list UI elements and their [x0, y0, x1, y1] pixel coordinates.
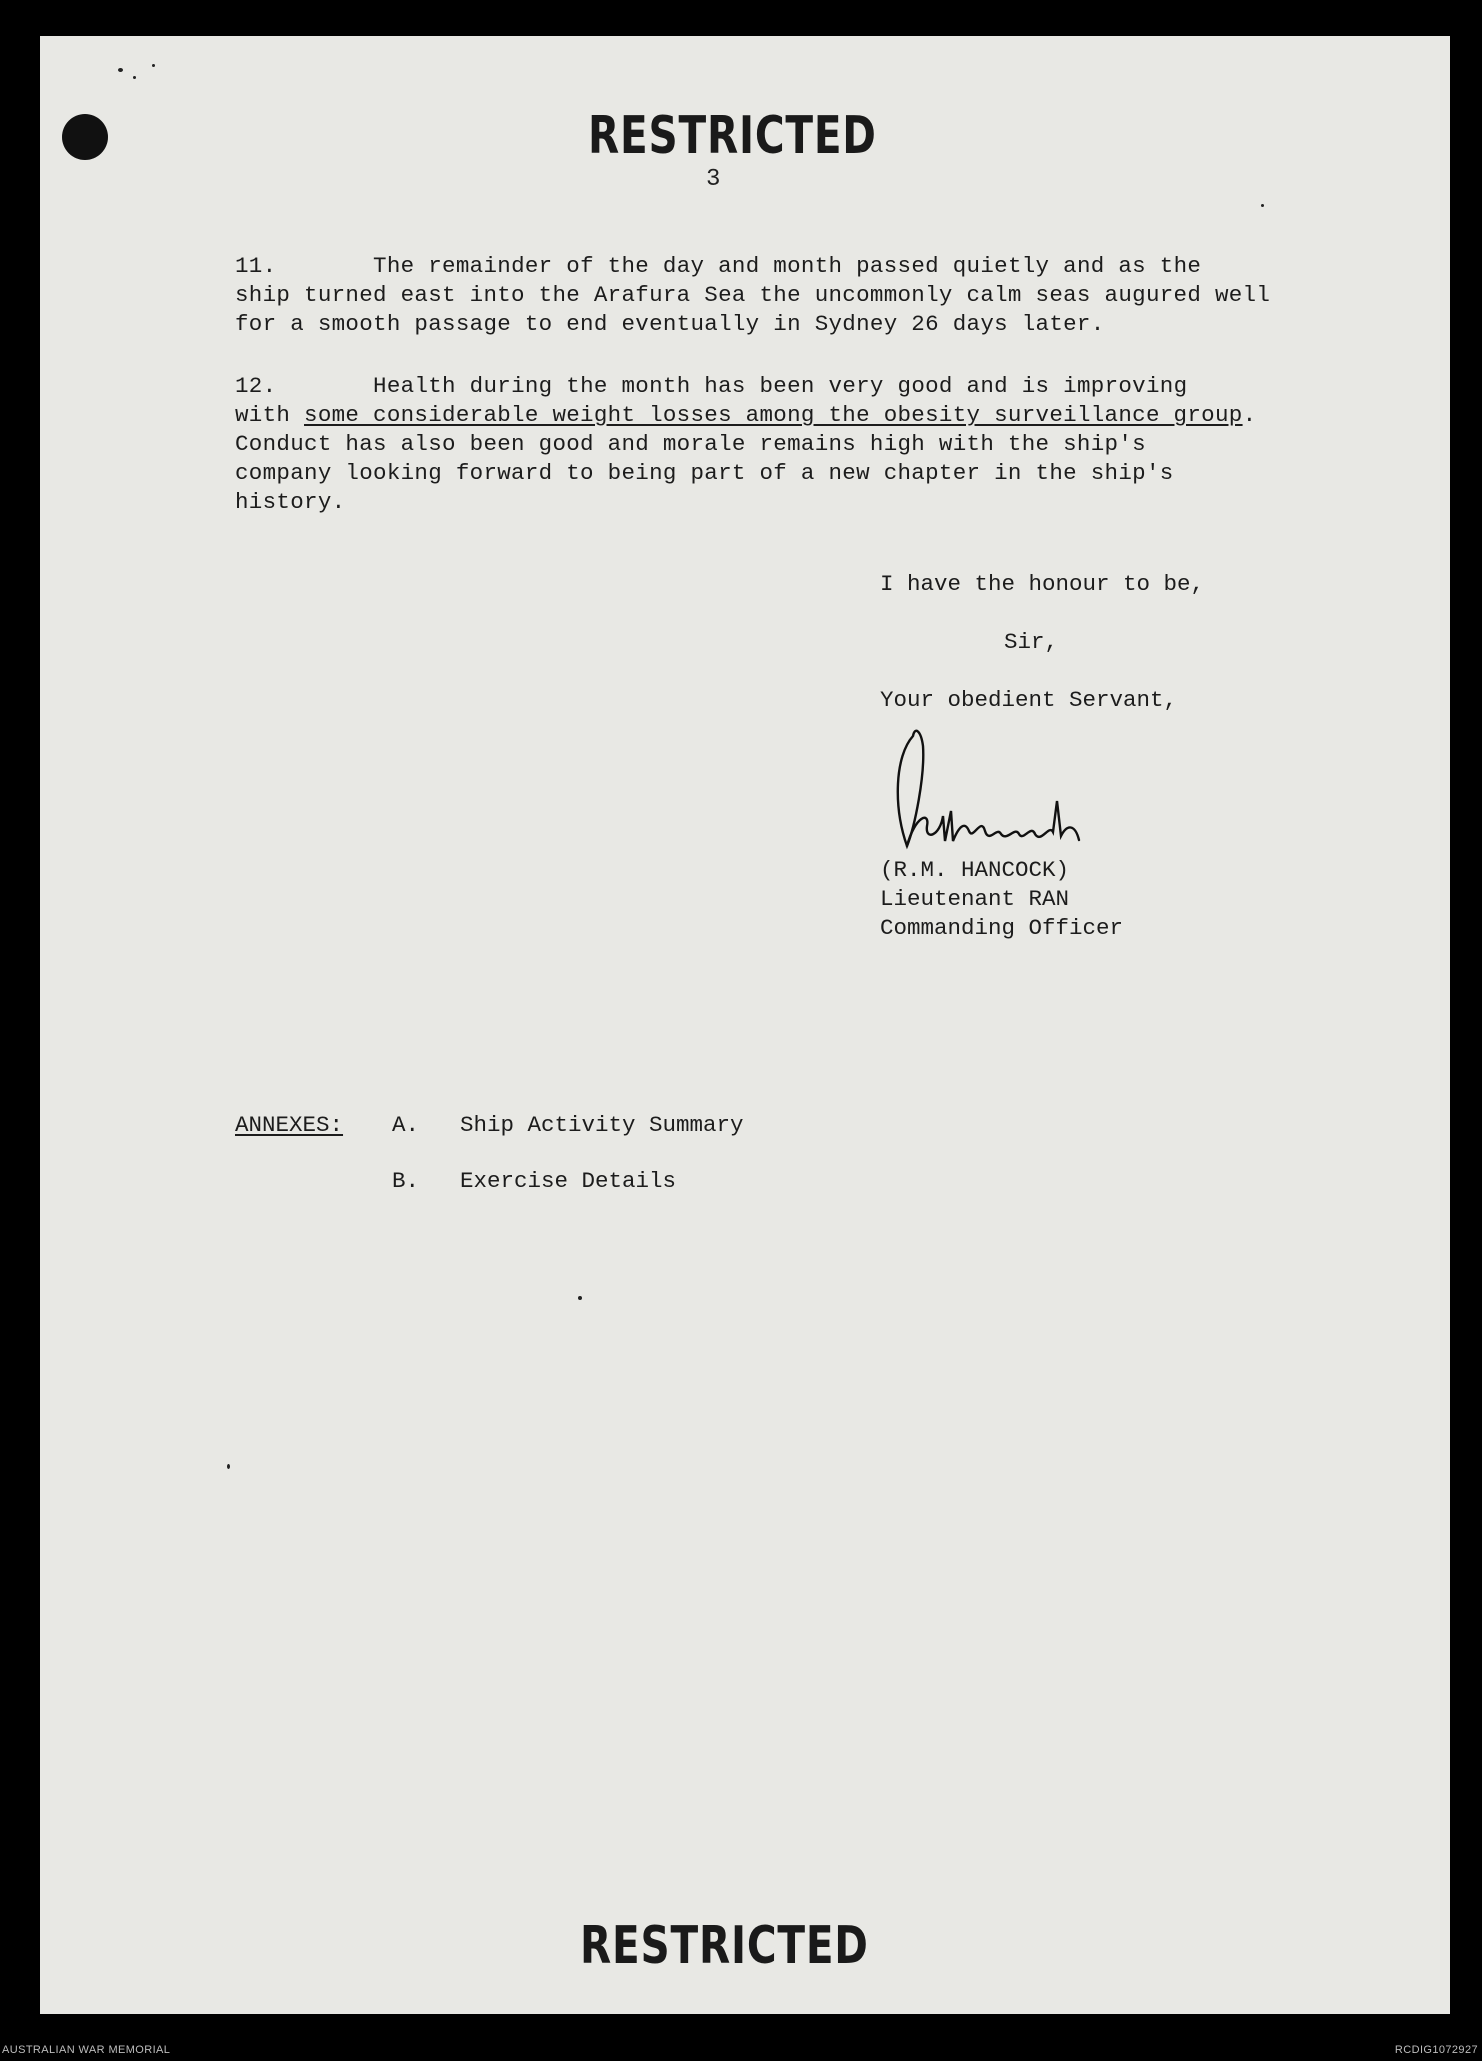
annex-letter: B.	[392, 1168, 420, 1194]
speck	[152, 64, 155, 67]
paragraph-line-prefix: with	[235, 402, 305, 428]
paragraph-line-suffix: .	[1242, 402, 1257, 428]
closing-valediction: Your obedient Servant,	[880, 687, 1178, 713]
paragraph-line: company looking forward to being part of a new chapter in the ship's	[235, 460, 1174, 486]
underlined-text: some considerable weight losses among the obesity surveillance group	[304, 402, 1243, 428]
closing-line: I have the honour to be,	[880, 571, 1205, 597]
punch-hole	[62, 114, 108, 160]
signatory-title: Commanding Officer	[880, 915, 1124, 941]
paragraph-number: 12.	[235, 373, 277, 399]
paragraph-line: for a smooth passage to end eventually in Sydney 26 days later.	[235, 311, 1105, 337]
speck	[118, 68, 123, 72]
annex-letter: A.	[392, 1112, 420, 1138]
closing-salutation: Sir,	[1004, 629, 1059, 655]
archive-credit: AUSTRALIAN WAR MEMORIAL	[2, 2044, 171, 2056]
signatory-rank: Lieutenant RAN	[880, 886, 1070, 912]
annex-title: Ship Activity Summary	[460, 1112, 744, 1138]
signature	[885, 716, 1115, 866]
paragraph-line: history.	[235, 489, 346, 515]
speck	[578, 1296, 582, 1300]
annex-title: Exercise Details	[460, 1168, 677, 1194]
document-page	[40, 36, 1450, 2014]
speck	[1261, 204, 1264, 207]
signatory-name: (R.M. HANCOCK)	[880, 857, 1070, 883]
paragraph-11	[235, 252, 1355, 339]
annexes-label: ANNEXES:	[235, 1112, 344, 1138]
archive-id: RCDIG1072927	[1394, 2044, 1478, 2056]
paragraph-line: Conduct has also been good and morale remains high with the ship's	[235, 431, 1146, 457]
restricted-stamp-bottom: RESTRICTED	[580, 1916, 869, 1976]
paragraph-12	[235, 372, 1355, 517]
restricted-stamp-top: RESTRICTED	[588, 106, 877, 166]
speck	[227, 1464, 230, 1469]
paragraph-line: The remainder of the day and month passed quietly and as the	[373, 253, 1202, 279]
paragraph-line: ship turned east into the Arafura Sea the uncommonly calm seas augured well	[235, 282, 1271, 308]
speck	[133, 76, 136, 79]
paragraph-number: 11.	[235, 253, 277, 279]
paragraph-line: Health during the month has been very good and is improving	[373, 373, 1188, 399]
page-number: 3	[706, 166, 721, 193]
